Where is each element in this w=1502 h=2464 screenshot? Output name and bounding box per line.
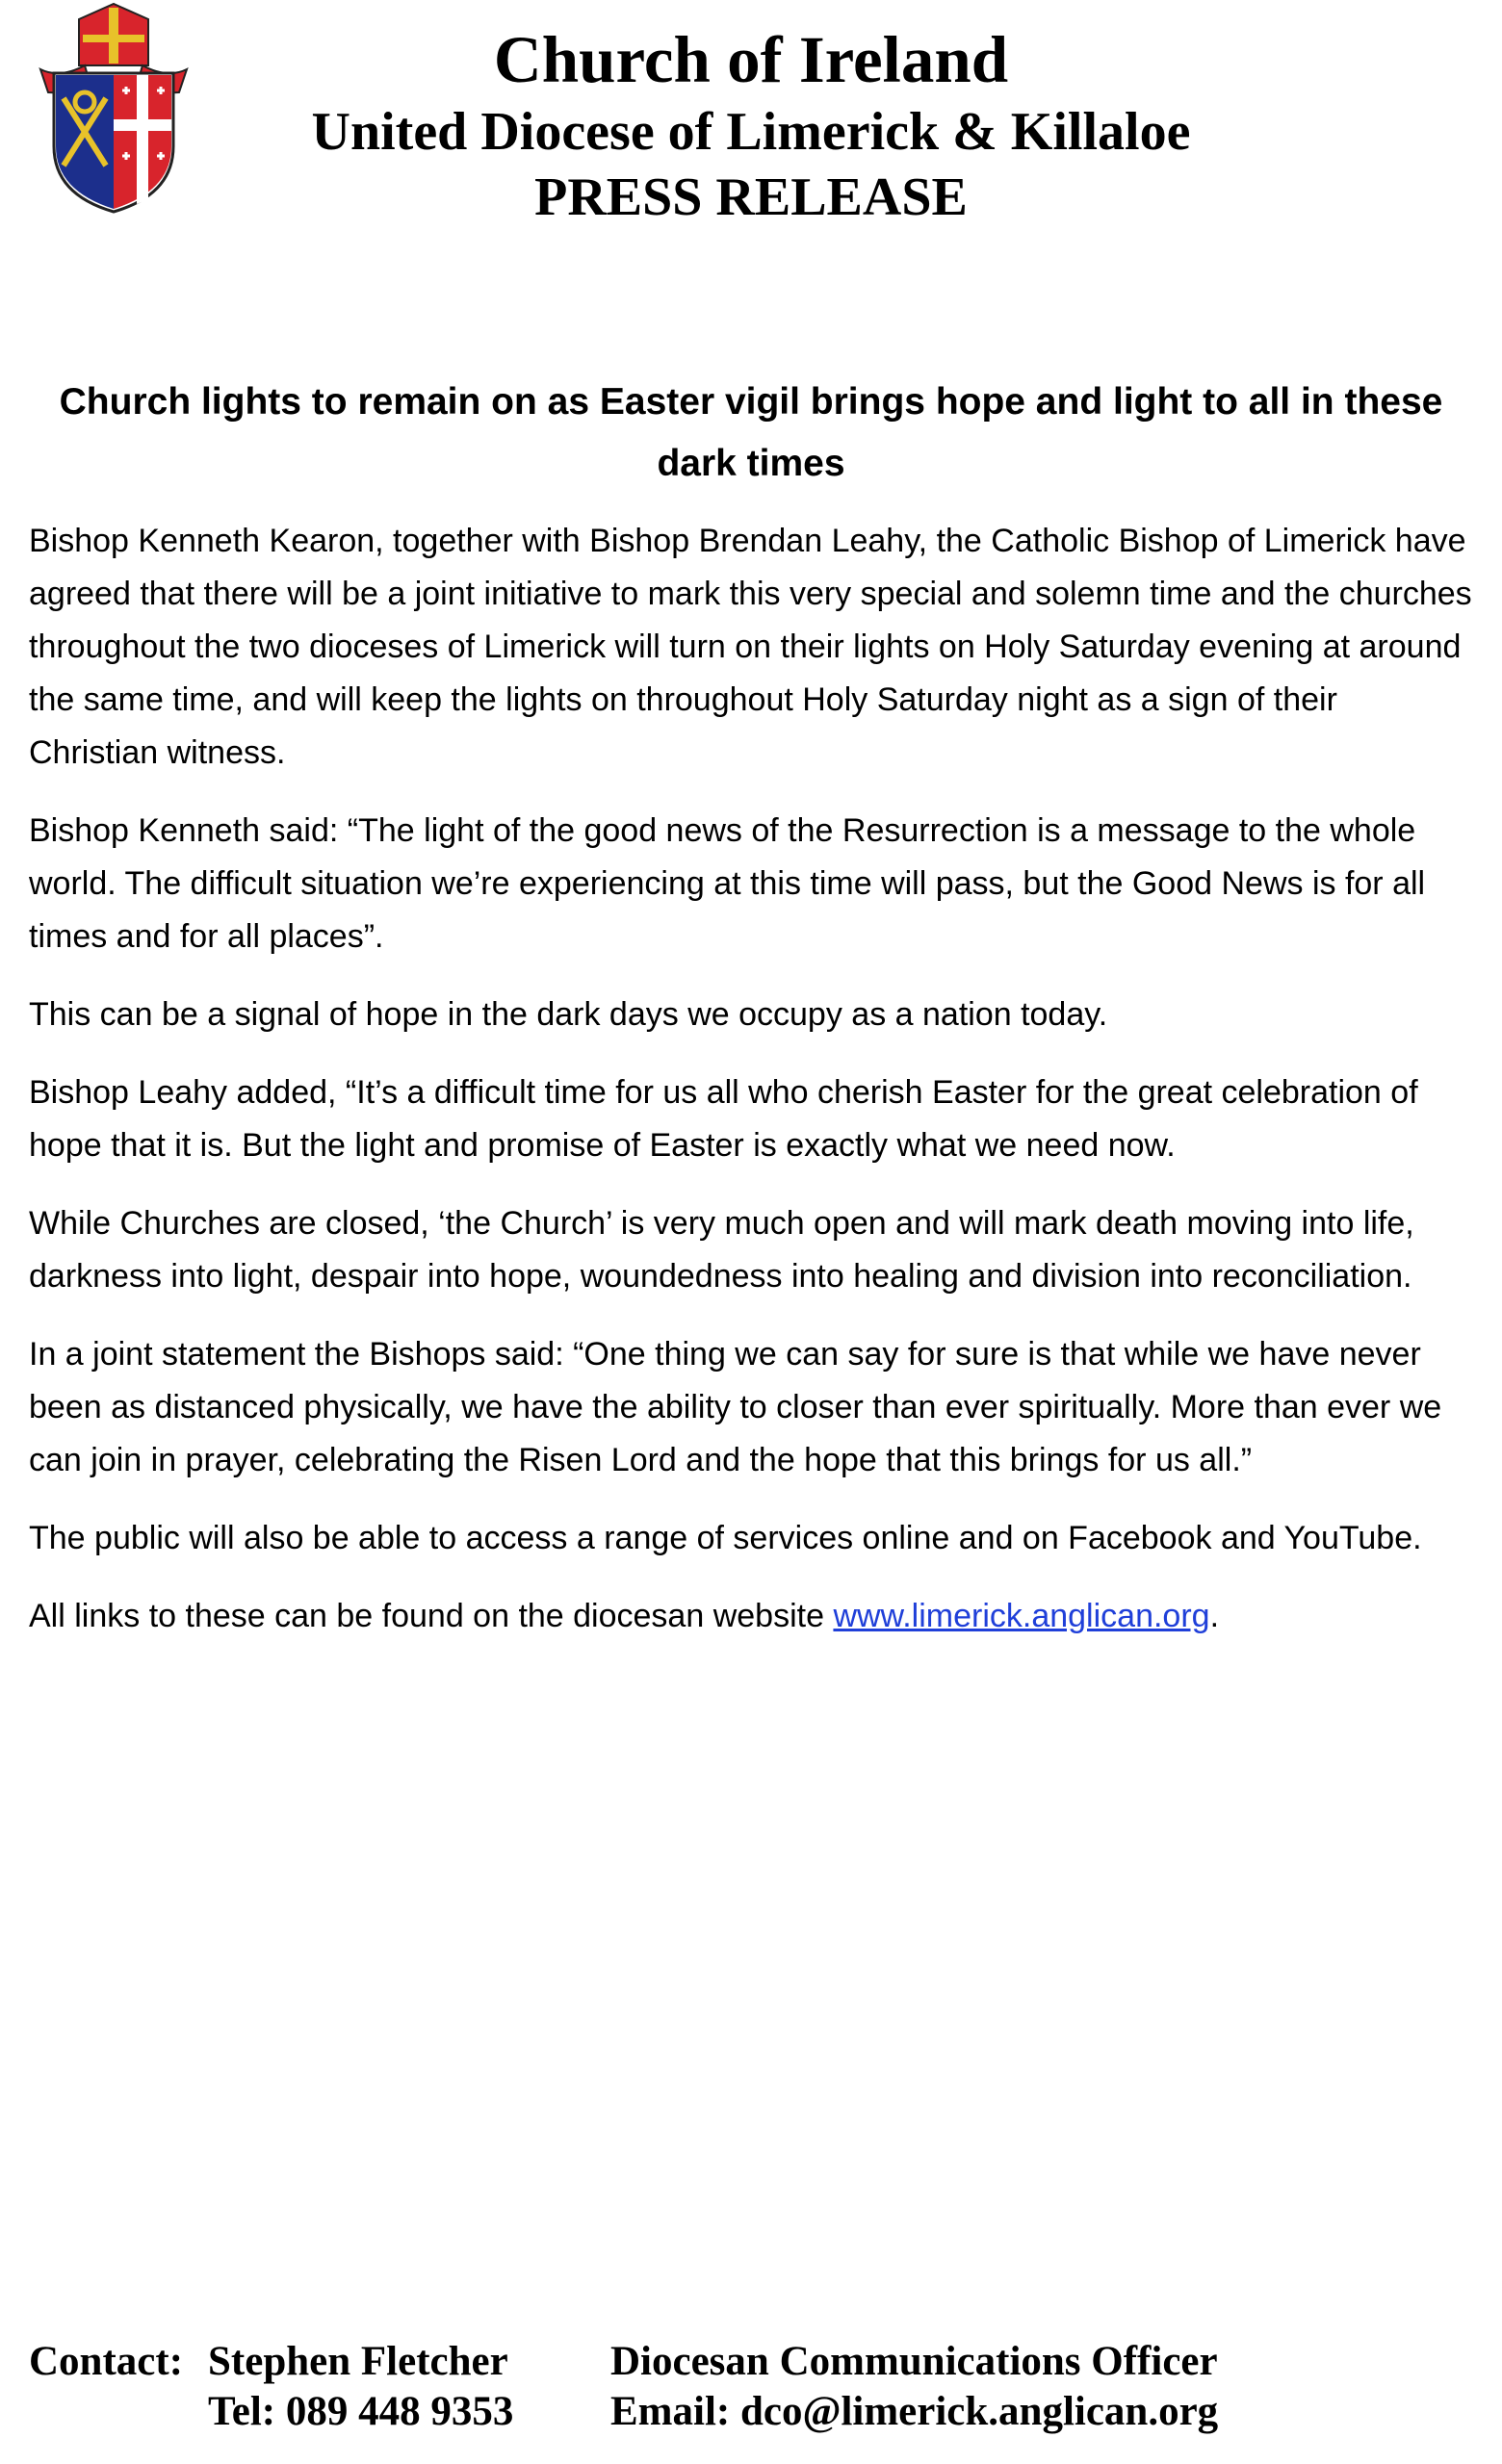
diocese-crest-icon	[21, 2, 206, 216]
contact-tel: Tel: 089 448 9353	[208, 2389, 514, 2434]
headline-line-2: dark times	[657, 443, 845, 484]
website-link[interactable]: www.limerick.anglican.org	[833, 1598, 1210, 1634]
headline	[29, 372, 1473, 495]
links-suffix: .	[1209, 1598, 1220, 1634]
paragraph: While Churches are closed, ‘the Church’ is very much open and will mark death moving into life, darkness into light, despair into hope, woundedness into healing and division into reconciliation.	[29, 1205, 1414, 1295]
links-paragraph	[29, 1590, 1473, 1643]
paragraph: The public will also be able to access a range of services online and on Facebook and YouTube.	[29, 1520, 1422, 1556]
headline-line-1: Church lights to remain on as Easter vigil brings hope and light to all in these	[59, 381, 1443, 423]
paragraph: This can be a signal of hope in the dark days we occupy as a nation today.	[29, 996, 1108, 1033]
contact-name: Stephen Fletcher	[208, 2339, 508, 2384]
document-type: PRESS RELEASE	[534, 167, 968, 227]
diocese-name: United Diocese of Limerick & Killaloe	[311, 102, 1191, 162]
paragraph: Bishop Kenneth Kearon, together with Bishop Brendan Leahy, the Catholic Bishop of Limerick have agreed that there will be a joint initiative to mark this very special and solemn time and the churches throughout the two dioceses of Limerick will turn on their lights on Holy Saturday evening at around the same time, and will keep the lights on throughout Holy Saturday night as a sign of their Christian witness.	[29, 523, 1472, 771]
masthead	[231, 21, 1271, 227]
press-release-body	[29, 515, 1473, 1668]
contact-label: Contact:	[29, 2339, 184, 2384]
contact-footer	[29, 2337, 1473, 2437]
contact-email[interactable]: Email: dco@limerick.anglican.org	[610, 2389, 1219, 2434]
links-text: All links to these can be found on the diocesan website	[29, 1598, 834, 1634]
paragraph: Bishop Kenneth said: “The light of the good news of the Resurrection is a message to the whole world. The difficult situation we’re experiencing at this time will pass, but the Good News is for all times and for all places”.	[29, 812, 1426, 955]
paragraph: In a joint statement the Bishops said: “One thing we can say for sure is that while we have never been as distanced physically, we have the ability to closer than ever spiritually. More than ever we can join in prayer, celebrating the Risen Lord and the hope that this brings for us all.”	[29, 1336, 1442, 1478]
paragraph: Bishop Leahy added, “It’s a difficult time for us all who cherish Easter for the great celebration of hope that it is. But the light and promise of Easter is exactly what we need now.	[29, 1074, 1418, 1164]
org-name: Church of Ireland	[493, 23, 1009, 96]
contact-role: Diocesan Communications Officer	[610, 2339, 1218, 2384]
